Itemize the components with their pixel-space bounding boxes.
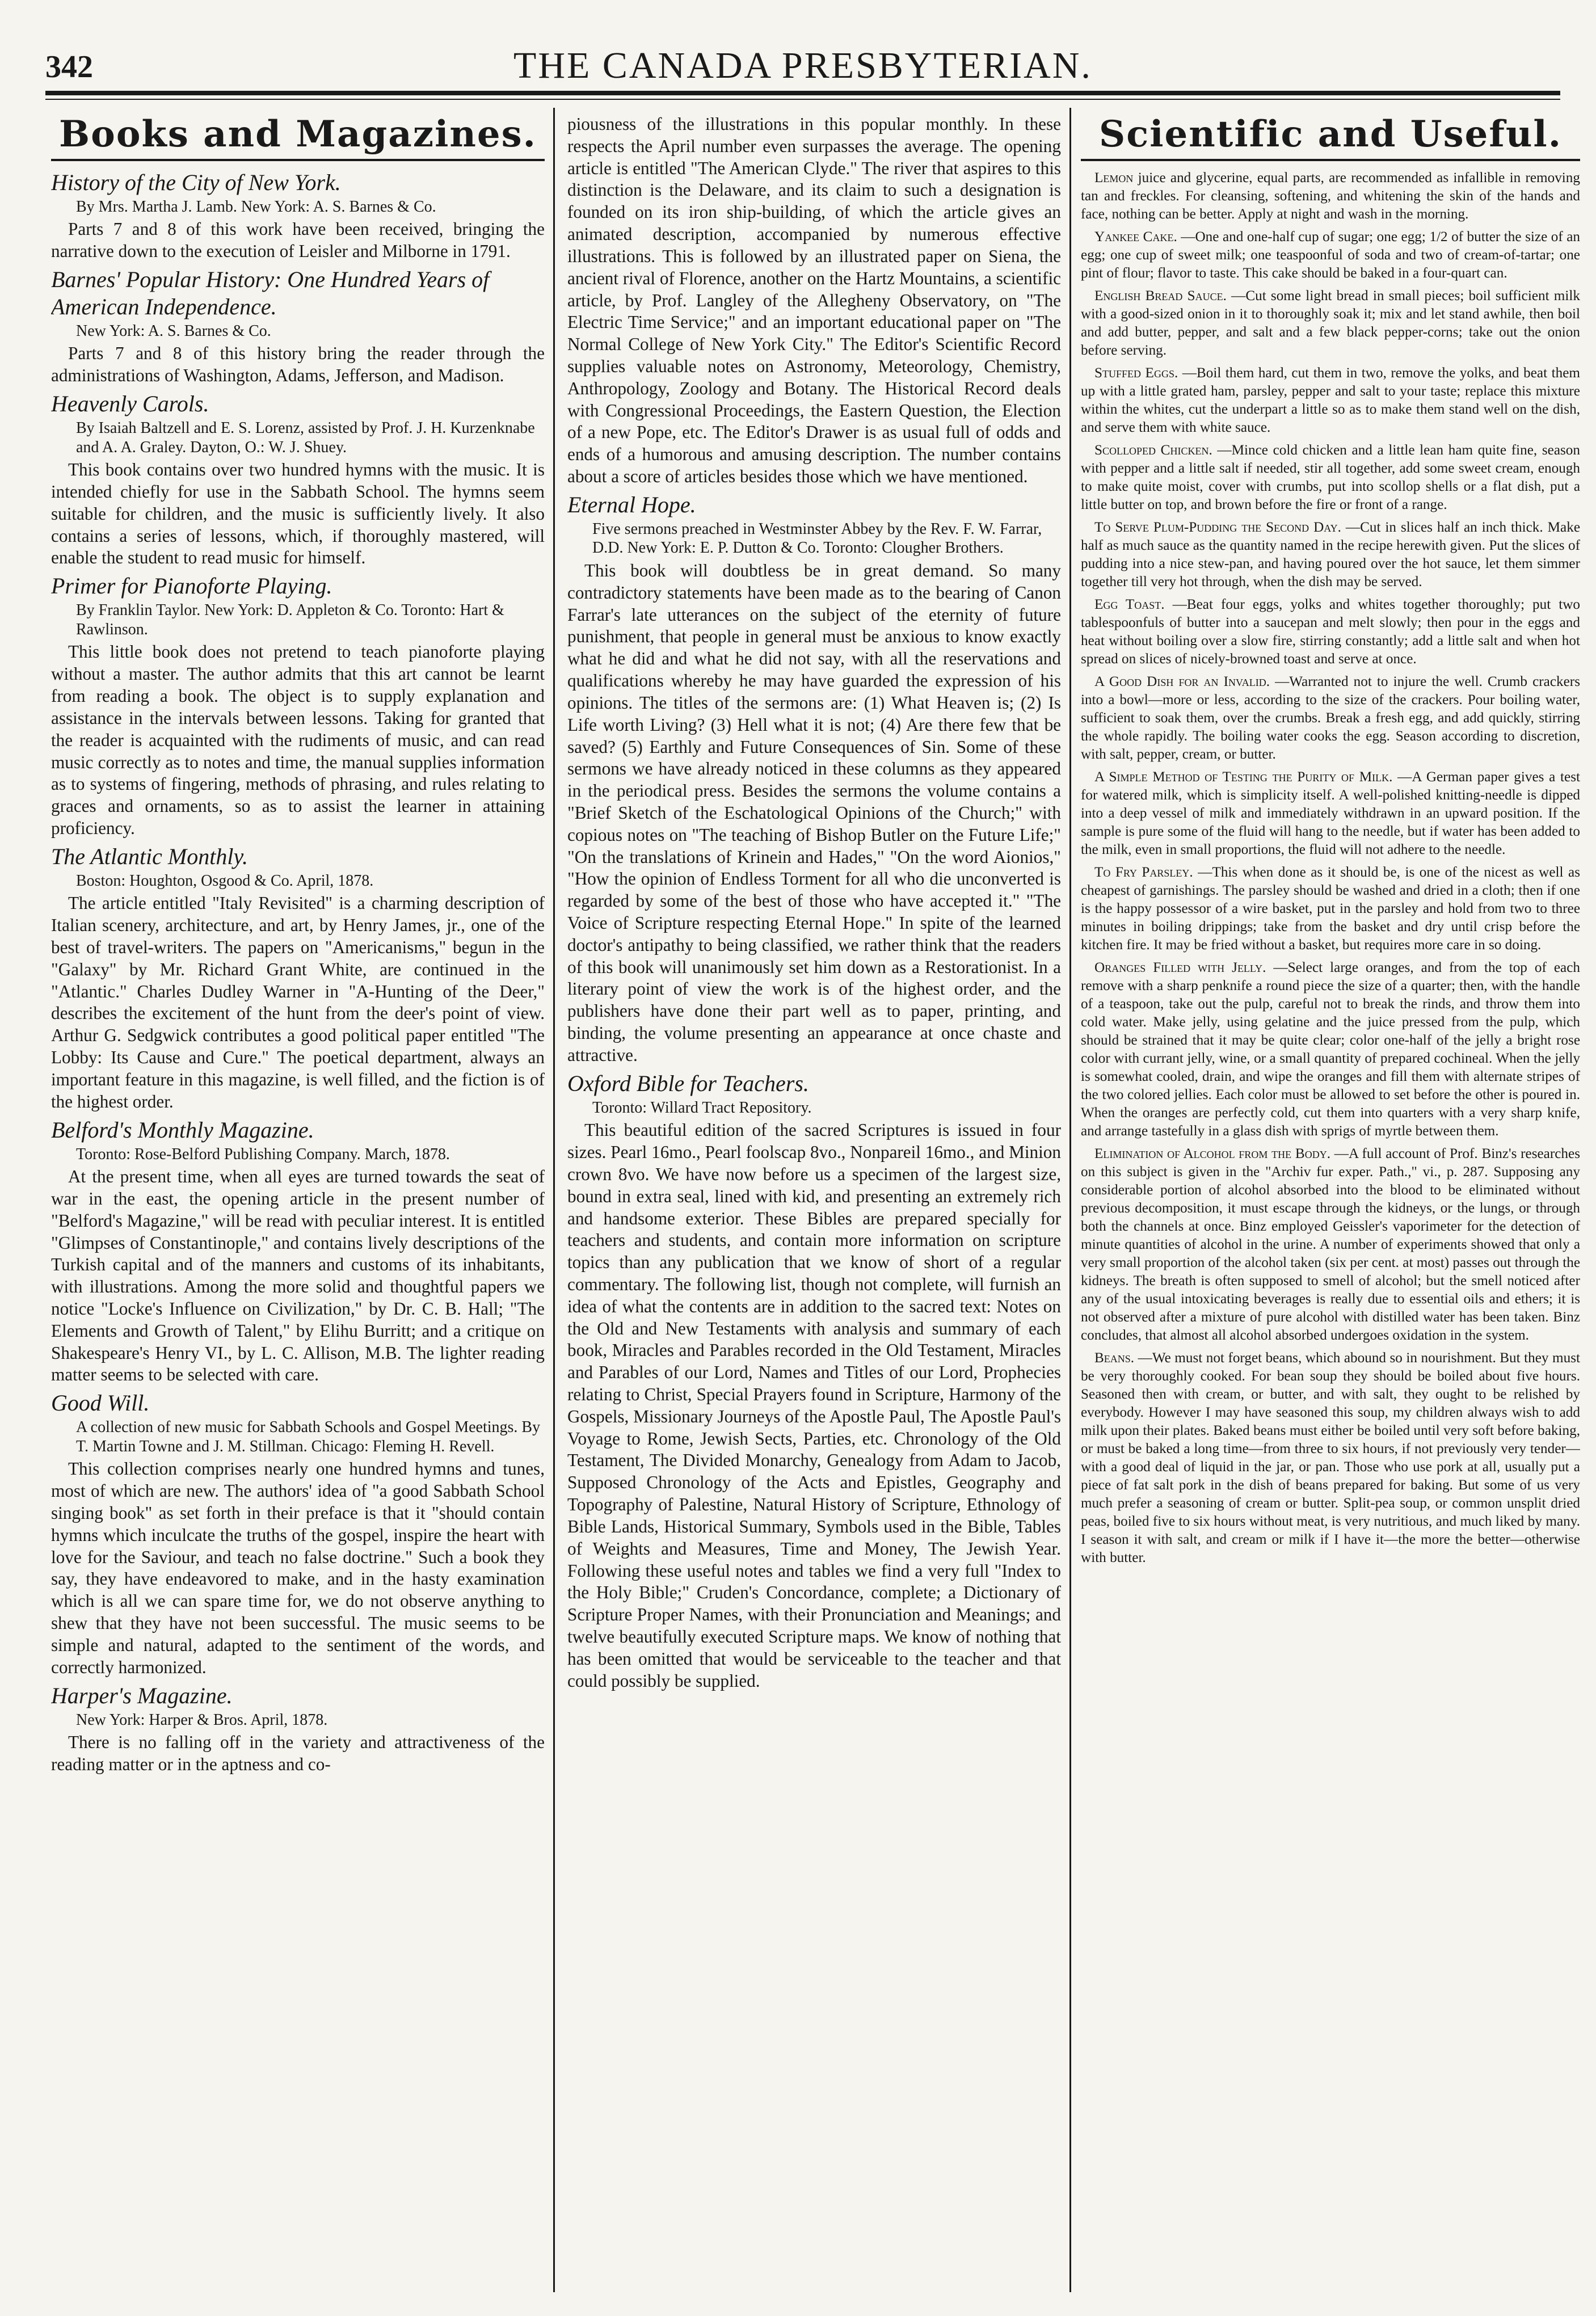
newspaper-title: THE CANADA PRESBYTERIAN.	[513, 45, 1092, 86]
book-reviews-list-2	[567, 491, 1061, 1692]
recipe-item	[1081, 519, 1580, 591]
column-divider	[553, 108, 555, 2292]
book-publication-info: A collection of new music for Sabbath Schools and Gospel Meetings. By T. Martin Towne and J. M. Stillman. Chicago: Fleming H. Revell.	[76, 1418, 541, 1455]
page-number: 342	[45, 49, 93, 85]
book-title: Barnes' Popular History: One Hundred Years of American Independence.	[51, 266, 490, 319]
review-paragraph: At the present time, when all eyes are turned towards the seat of war in the east, the opening article in the present number of "Belford's Magazine," will be read with peculiar interest. It is entitled "Glimpses of Constantinople," and contains lively descriptions of the Turkish capital and of the manners and customs of its inhabitants, with illustrations. Among the more solid and thoughtful papers we notice "Locke's Influence on Civilization," by Dr. C. B. Hall; "The Elements and Growth of Talent," by Elihu Burritt; and a critique on Shakespeare's Henry VI., by L. C. Allison, M.B. The lighter reading matter seems to be selected with care.	[51, 1167, 545, 1385]
page-header	[45, 44, 1560, 90]
column-scientific	[1081, 113, 1580, 2292]
book-title: Belford's Monthly Magazine.	[51, 1117, 314, 1143]
book-publication-info: Toronto: Willard Tract Repository.	[592, 1098, 812, 1117]
recipe-text: juice and glycerine, equal parts, are recommended as infallible in removing tan and freckles. For cleansing, softening, and whitening the skin of the hands and face, nothing can be better. Apply at night and wash in the morning.	[1081, 170, 1580, 222]
review-paragraph: This book will doubtless be in great demand. So many contradictory statements have been made as to the bearing of Canon Farrar's late utterances on the subject of the eternity of future punishment, that people in general must be anxious to know exactly what he did and what he did not say, with all the reservations and qualifications whereby he may have guarded the expression of his opinions. The titles of the sermons are: (1) What Heaven is; (2) Is Life worth Living? (3) Hell what it is not; (4) Are there few that be saved? (5) Earthly and Future Consequences of Sin. Some of these sermons we have already noticed in these columns as they appeared in the periodical press. Besides the sermons the volume contains a "Brief Sketch of the Eschatological Opinions of the Church;" with copious notes on "The teaching of Bishop Butler on the Future Life;" "On the translations of Krinein and Hades," "On the word Aionios," "How the opinion of Endless Torment for all who die unconverted is regarded by some of the best of those who have accepted it." "The Voice of Scripture respecting Eternal Hope." In spite of the learned doctor's antipathy to being classified, we rather think that the readers of this book will unanimously set him down as a Restorationist. In a literary point of view the work is of the highest order, and the publishers have done their part well as to paper, printing, and binding, the volume presenting an appearance at once chaste and attractive.	[567, 561, 1061, 1065]
recipe-title: Scolloped Chicken.	[1094, 442, 1212, 458]
book-publication-info: By Isaiah Baltzell and E. S. Lorenz, assisted by Prof. J. H. Kurzenknabe and A. A. Graley. Dayton, O.: W. J. Shuey.	[76, 419, 535, 456]
book-publication-info: Five sermons preached in Westminster Abbey by the Rev. F. W. Farrar, D.D. New York: E. P. Dutton & Co. Toronto: Clougher Brothers.	[592, 520, 1042, 557]
recipe-item	[1081, 1349, 1580, 1567]
recipe-text: —We must not forget beans, which abound so in nourishment. But they must be very thoroughly cooked. For bean soup they should be boiled about five hours. Seasoned then with cream, or butter, and with salt, they ought to be relished by everybody. However I may have seasoned this soup, my children always wish to add milk upon their plates. Baked beans must either be boiled until very soft before baking, or must be baked a long time—from three to six hours, if not previously very tender—with a good deal of liquid in the jar, or pan. Those who use pork at all, usually put a piece of fat salt pork in the dish of beans prepared for baking. But some of us very much prefer a seasoning of cream or butter. Split-pea soup, or common unsplit dried peas, boiled five to six hours without meat, is very nutritious, and much liked by many. I season it with salt, and cream or milk if I have it—the more the better—otherwise with butter.	[1081, 1350, 1580, 1565]
recipe-title: Elimination of Alcohol from the Body.	[1094, 1146, 1331, 1161]
recipe-title: Stuffed Eggs.	[1094, 365, 1178, 381]
recipe-item	[1081, 1145, 1580, 1345]
book-publication-info: Toronto: Rose-Belford Publishing Company. March, 1878.	[76, 1145, 450, 1163]
review-paragraph: This little book does not pretend to teach pianoforte playing without a master. The author admits that this art cannot be learnt from reading a book. The object is to supply explanation and assistance in the intervals between lessons. Taking for granted that the reader is acquainted with the rudiments of music, and can read music correctly as to notes and time, the manual supplies information as to systems of fingering, methods of phrasing, and rules relating to graces and ornaments, so as to assist the learner in attaining proficiency.	[51, 642, 545, 838]
recipe-text: —Select large oranges, and from the top of each remove with a sharp penknife a round piece the size of a quarter; then, with the handle of a teaspoon, take out the pulp, careful not to break the rinds, and throw them into cold water. Make jelly, using gelatine and the juice pressed from the pulp, which should be strained that it may be quite clear; color one-half of the jelly a bright rose color with currant jelly, wine, or a small quantity of prepared cochineal. When the jelly is somewhat cooled, drain, and wipe the oranges and fill them with alternate stripes of the two colored jellies. Each color must be allowed to set before the other is poured in. When the oranges are perfectly cold, cut them into quarters with a very sharp knife, and arrange tastefully in a glass dish with sprigs of myrtle between them.	[1081, 959, 1580, 1139]
recipe-text: —Cut in slices half an inch thick. Make half as much sauce as the quantity named in the recipe herewith given. Put the slices of pudding into a nice stew-pan, and having poured over the hot sauce, let them simmer together till very hot through, when the dish may be served.	[1081, 519, 1580, 589]
recipe-title: A Good Dish for an Invalid.	[1094, 673, 1270, 689]
book-title: Eternal Hope.	[567, 491, 696, 517]
recipe-text: —One and one-half cup of sugar; one egg; 1/2 of butter the size of an egg; one cup of sweet milk; one teaspoonful of soda and two of cream-of-tartar; one pint of flour; flavor to taste. This cake should be baked in a four-quart can.	[1081, 229, 1580, 281]
recipe-item	[1081, 959, 1580, 1140]
column-divider	[1069, 108, 1071, 2292]
book-title: Oxford Bible for Teachers.	[567, 1070, 809, 1096]
recipe-text: —Warranted not to injure the well. Crumb crackers into a bowl—more or less, according to the size of the crackers. Pour boiling water, sufficient to soak them, over the crumbs. Break a fresh egg, and add quickly, stirring the whole rapidly. The boiling water cooks the egg. Season according to discretion, with salt, pepper, cream, or butter.	[1081, 673, 1580, 762]
section-rule	[1081, 159, 1580, 161]
review-paragraph: This beautiful edition of the sacred Scriptures is issued in four sizes. Pearl 16mo., Pearl foolscap 8vo., Nonpareil 16mo., and Minion crown 8vo. We have now before us a specimen of the largest size, bound in extra seal, lined with kid, and presenting an extremely rich and handsome exterior. These Bibles are prepared specially for teachers and students, and contain more information on scripture topics than any publication that we know of short of a regular commentary. The following list, though not complete, will furnish an idea of what the contents are in addition to the sacred text: Notes on the Old and New Testaments with analysis and summary of each book, Miracles and Parables recorded in the Old Testament, Miracles and Parables of our Lord, Names and Titles of our Lord, Prophecies relating to Christ, Special Prayers found in Scripture, Harmony of the Gospels, Missionary Journeys of the Apostle Paul, The Apostle Paul's Voyage to Rome, Jewish Sects, Parties, etc. Chronology of the Old Testament, The Divided Monarchy, Genealogy from Adam to Jacob, Supposed Chronology of the Acts and Epistles, Geography and Topography of Palestine, Natural History of Scripture, Ethnology of Bible Lands, Historical Summary, Symbols used in the Bible, Tables of Weights and Measures, Time and Money, The Jewish Year. Following these useful notes and tables we find a very full "Index to the Holy Bible;" Cruden's Concordance, complete; a Dictionary of Scripture Proper Names, with their Pronunciation and Meanings; and twelve beautifully executed Scripture maps. We know of nothing that has been omitted that would be serviceable to the teacher and that could possibly be supplied.	[567, 1120, 1061, 1691]
book-publication-info: Boston: Houghton, Osgood & Co. April, 1878.	[76, 871, 374, 890]
recipe-item	[1081, 596, 1580, 668]
book-publication-info: By Franklin Taylor. New York: D. Appleton & Co. Toronto: Hart & Rawlinson.	[76, 601, 504, 638]
recipe-text: —Beat four eggs, yolks and whites together thoroughly; put two tablespoonfuls of butter into a saucepan and melt slowly; then pour in the eggs and heat without boiling over a slow fire, stirring constantly; add a little salt and when hot spread on slices of nicely-browned toast and serve at once.	[1081, 596, 1580, 667]
book-reviews-list	[51, 169, 545, 1776]
review-paragraph: Parts 7 and 8 of this history bring the reader through the administrations of Washington, Adams, Jefferson, and Madison.	[51, 343, 545, 386]
section-heading-scientific: Scientific and Useful.	[1099, 113, 1562, 155]
recipe-title: To Fry Parsley.	[1094, 864, 1193, 880]
review-paragraph: The article entitled "Italy Revisited" is a charming description of Italian scenery, architecture, and art, by Henry James, jr., one of the best of travel-writers. The papers on "Americanisms," begun in the "Galaxy" by Mr. Richard Grant White, are continued in the "Atlantic." Charles Dudley Warner in "A-Hunting of the Deer," describes the excitement of the hunt from the deer's point of view. Arthur G. Sedgwick contributes a good political paper entitled "The Lobby: Its Cause and Cure." The poetical department, always an important feature in this magazine, is well filled, and the fiction is of the highest order.	[51, 893, 545, 1111]
recipe-text: —A full account of Prof. Binz's researches on this subject is given in the "Archiv fur exper. Path.," vi., p. 287. Supposing any considerable portion of alcohol absorbed into the blood to be eliminated without previous decomposition, it must escape through the kidneys, or the lungs, or through both the channels at once. Binz employed Geissler's vaporimeter for the detection of minute quantities of alcohol in the urine. A number of experiments showed that only a very small proportion of the alcohol taken (six per cent. at most) passes out through the kidneys. The breath is often supposed to smell of alcohol; but the smell noticed after any of the usual intoxicating beverages is really due to essential oils and ethers; it is not observed after a mixture of pure alcohol with distilled water has been taken. Binz concludes, that almost all alcohol absorbed undergoes oxidation in the system.	[1081, 1146, 1580, 1343]
recipe-text: —Boil them hard, cut them in two, remove the yolks, and beat them up with a little grated ham, parsley, pepper and salt to your taste; replace this mixture within the whites, cut the underpart a little so as to make them stand well on the dish, and serve them with white sauce.	[1081, 365, 1580, 435]
section-heading-books: Books and Magazines.	[59, 113, 537, 155]
recipe-item	[1081, 228, 1580, 283]
recipe-item	[1081, 169, 1580, 224]
recipe-text: —Mince cold chicken and a little lean ham quite fine, season with pepper and a little salt if needed, stir all together, add some sweet cream, enough to make quite moist, cover with crumbs, put into scollop shells or a flat dish, put a little butter on top, and brown before the fire or front of a range.	[1081, 442, 1580, 512]
recipe-title: Yankee Cake.	[1094, 229, 1177, 245]
recipe-title: Lemon	[1094, 170, 1134, 186]
recipe-title: To Serve Plum-Pudding the Second Day.	[1094, 519, 1341, 535]
book-title: Harper's Magazine.	[51, 1682, 233, 1708]
recipe-title: Beans.	[1094, 1350, 1135, 1366]
column-books-continued	[567, 113, 1061, 2292]
section-rule	[51, 159, 545, 161]
column-books	[51, 113, 545, 2292]
recipe-item	[1081, 364, 1580, 437]
book-title: Good Will.	[51, 1390, 150, 1416]
review-paragraph: Parts 7 and 8 of this work have been received, bringing the narrative down to the execution of Leisler and Milborne in 1791.	[51, 219, 545, 261]
review-paragraph: This book contains over two hundred hymns with the music. It is intended chiefly for use in the Sabbath School. The hymns seem suitable for children, and the music is sufficiently lively. It also contains a series of lessons, which, if thoroughly mastered, will enable the student to read music for himself.	[51, 460, 545, 568]
recipe-title: Egg Toast.	[1094, 596, 1165, 612]
review-paragraph: This collection comprises nearly one hundred hymns and tunes, most of which are new. The authors' idea of "a good Sabbath School singing book" as set forth in their preface is that it "should contain hymns which inculcate the truths of the gospel, inspire the heart with love for the Saviour, and teach no false doctrine." Such a book they say, they have endeavored to make, and in the hasty examination which is all we can spare time for, we do not observe anything to shew that they have not been successful. The music seems to be simple and natural, adapted to the sentiment of the words, and correctly harmonized.	[51, 1459, 545, 1677]
recipe-title: English Bread Sauce.	[1094, 288, 1227, 304]
recipe-item	[1081, 673, 1580, 764]
book-title: History of the City of New York.	[51, 169, 341, 195]
recipe-title: Oranges Filled with Jelly.	[1094, 959, 1266, 975]
recipe-text: —Cut some light bread in small pieces; boil sufficient milk with a good-sized onion in it to thoroughly soak it; mix and let stand awhile, then boil and add butter, pepper, and salt and a few black pepper-corns; take out the onion before serving.	[1081, 288, 1580, 358]
header-rule	[45, 91, 1560, 95]
book-publication-info: New York: Harper & Bros. April, 1878.	[76, 1711, 328, 1729]
book-publication-info: By Mrs. Martha J. Lamb. New York: A. S. Barnes & Co.	[76, 197, 436, 216]
review-continuation: piousness of the illustrations in this popular monthly. In these respects the April number even surpasses the average. The opening article is entitled "The American Clyde." The river that aspires to this distinction is the Delaware, and its claim to such a designation is founded on its iron ship-building, of which the article gives an animated description, accompanied by numerous effective illustrations. This is followed by an illustrated paper on Siena, the ancient rival of Florence, another on the Hartz Mountains, a scientific article, by Prof. Langley of the Allegheny Observatory, on "The Electric Time Service;" and an important educational paper on "The Normal College of New York City." The Editor's Scientific Record supplies valuable notes on Astronomy, Meteorology, Chemistry, Anthropology, Zoology and Botany. The Historical Record deals with Congressional Proceedings, the Eastern Question, the Election of a new Pope, etc. The Editor's Drawer is as usual full of odds and ends of a humorous and amusing description. The number contains about a score of articles besides those which we have mentioned.	[567, 114, 1061, 486]
recipe-item	[1081, 441, 1580, 514]
recipe-item	[1081, 768, 1580, 859]
book-title: The Atlantic Monthly.	[51, 843, 249, 869]
review-paragraph: There is no falling off in the variety and attractiveness of the reading matter or in the aptness and co-	[51, 1732, 545, 1774]
recipe-item	[1081, 287, 1580, 360]
book-publication-info: New York: A. S. Barnes & Co.	[76, 322, 271, 340]
recipe-text: —This when done as it should be, is one of the nicest as well as cheapest of garnishings. The parsley should be washed and dried in a cloth; then if one is the happy possessor of a wire basket, put in the parsley and hold from two to three minutes in boiling drippings; take from the basket and dry until crisp before the kitchen fire. It may be fried without a basket, but requires more care in so doing.	[1081, 864, 1580, 953]
recipe-item	[1081, 864, 1580, 954]
recipe-text: —A German paper gives a test for watered milk, which is simplicity itself. A well-polished knitting-needle is dipped into a deep vessel of milk and immediately withdrawn in an upward position. If the sample is pure some of the fluid will hang to the needle, but if water has been added to the milk, even in small proportions, the fluid will not adhere to the needle.	[1081, 769, 1580, 857]
book-title: Primer for Pianoforte Playing.	[51, 573, 332, 599]
recipe-title: A Simple Method of Testing the Purity of Milk.	[1094, 769, 1393, 785]
book-title: Heavenly Carols.	[51, 391, 209, 417]
header-rule-thin	[45, 99, 1560, 100]
recipes-list	[1081, 169, 1580, 1567]
